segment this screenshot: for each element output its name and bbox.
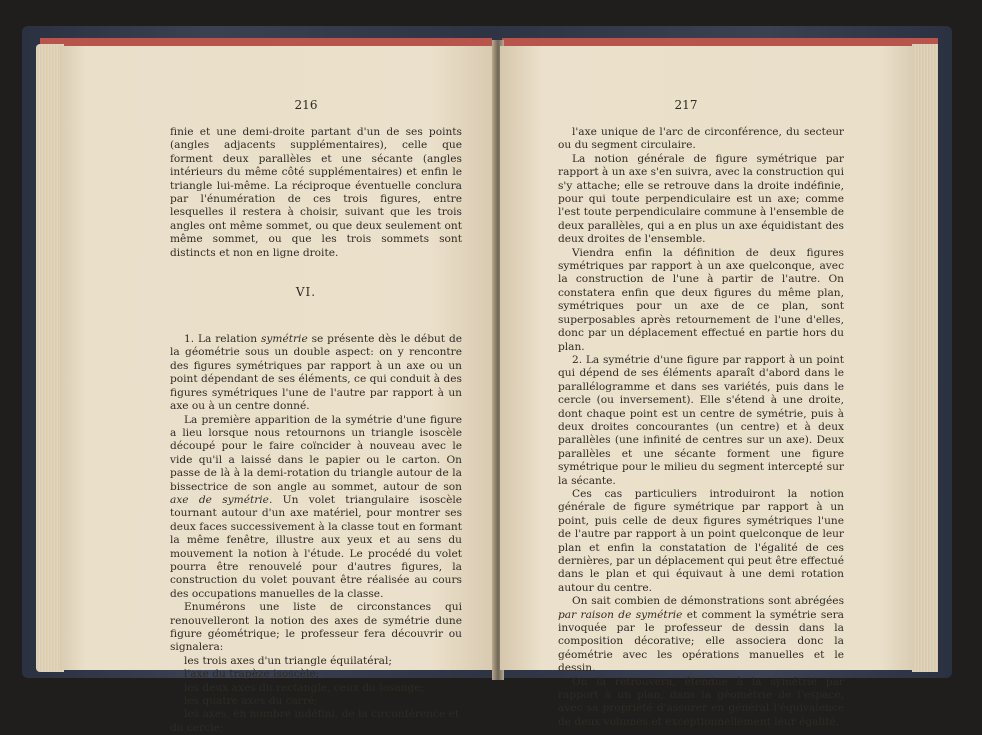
page-edges-right [912,44,938,672]
paragraph: l'axe unique de l'arc de circonférence, du secteur ou du segment circulaire. [558,126,844,152]
paragraph: La première apparition de la symétrie d'une figure a lieu lorsque nous retournons un triangle isoscèle découpé pour le faire coïncider à nouveau avec le vide qu'il a laissé dans le papier ou le carton. On passe de là à la demi-rotation du triangle autour de la bissectrice de son angle au sommet, autour de son axe de symétrie. Un volet triangulaire isoscèle tournant autour d'un axe matériel, pour montrer ses deux faces successivement à la classe tout en formant la même fenêtre, illustre aux yeux et au sens du mouvement la notion à l'étude. Le procédé du volet pourra être renouvelé pour d'autres figures, la construction du volet pouvant être réalisée au cours des occupations manuelles de la classe. [170,413,463,600]
list-item: l'axe du trapèze isoscèle; [184,668,320,681]
paragraph: Enumérons une liste de circonstances qui renouvelleront la notion des axes de symétrie dune figure géométrique; le professeur fera découvrir ou signalera: [170,601,462,654]
paragraph: On sait combien de démonstrations sont abrégées par raison de symétrie et comment la symétrie sera invoquée par le professeur de dessin dans la composition décorative; elle associera donc la géométrie avec les opérations manuelles et le dessin. [558,595,845,675]
list-item: les quatre axes du carré; [184,695,318,708]
paragraph: La notion générale de figure symétrique par rapport à un axe s'en suivra, avec la construction qui s'y attache; elle se retrouve dans la droite indéfinie, pour qui toute perpendiculaire est un axe; comme l'est toute perpendiculaire commune à l'ensemble de deux parallèles, qui a en plus un axe équidistant des deux droites de l'ensemble. [558,152,844,246]
paragraph: 1. La relation symétrie se présente dès le début de la géométrie sous un double aspect: on y rencontre des figures symétriques par rapport à un axe ou un point dépendant de ses éléments, ce qui conduit à des figures symétriques l'une de l'autre par rapport à un axe ou à un centre donné. [170,333,462,413]
axes-list [170,655,462,735]
page-number: 217 [674,98,698,112]
list-item: les axes, en nombre indéfini, de la circonférence et du cercle; [170,708,460,734]
left-page [60,46,496,734]
list-item: les trois axes d'un triangle équilatéral; [184,654,392,667]
paragraph: Ces cas particuliers introduiront la notion générale de figure symétrique par rapport à un point, puis celle de deux figures symétriques l'une de l'autre par rapport à un point quelconque de leur plan et enfin la constatation de l'égalité de ces dernières, par un déplacement qui peut être effectué dans le plan et qui équivaut à une demi rotation autour du centre. [558,487,844,594]
list-item: les deux axes du rectangle, ceux du losange; [184,681,425,694]
section-heading: VI. [295,285,317,300]
paragraph: On la retrouvera, étendue à la symétrie par rapport à un plan, dans la géométrie de l'espace, avec sa propriété d'assurer en général l'équivalence de deux volumes et exceptionnellement leur égalité. [558,675,844,728]
right-page [500,46,914,728]
page-number: 216 [294,98,318,112]
paragraph: 2. La symétrie d'une figure par rapport à un point qui dépend de ses éléments aparaît d'abord dans le parallélogramme et dans ses variétés, puis dans le cercle (ou inversement). Elle s'étend à une droite, dont chaque point est un centre de symétrie, puis à deux droites concourantes (un centre) et à deux parallèles (une infinité de centres sur un axe). Deux parallèles et une sécante forment une figure symétrique pour le milieu du segment intercepté sur la sécante. [558,353,844,487]
paragraph: finie et une demi-droite partant d'un de ses points (angles adjacents supplémentaires), celle que forment deux parallèles et une sécante (angles intérieurs du même côté supplémentaires) et enfin le triangle lui-même. La réciproque éventuelle conclura par l'énumération de ces trois figures, entre lesquelles il restera à choisir, suivant que les trois angles ont même sommet, ou que deux seulement ont même sommet, ou que les trois sommets sont distincts et non en ligne droite. [170,126,462,259]
paragraph: Viendra enfin la définition de deux figures symétriques par rapport à un axe quelconque, avec la construction de l'une à partir de l'autre. On constatera enfin que deux figures du même plan, symétriques pour un axe de ce plan, sont superposables après retournement de l'une d'elles, donc par un déplacement effectué en partie hors du plan. [558,246,844,353]
